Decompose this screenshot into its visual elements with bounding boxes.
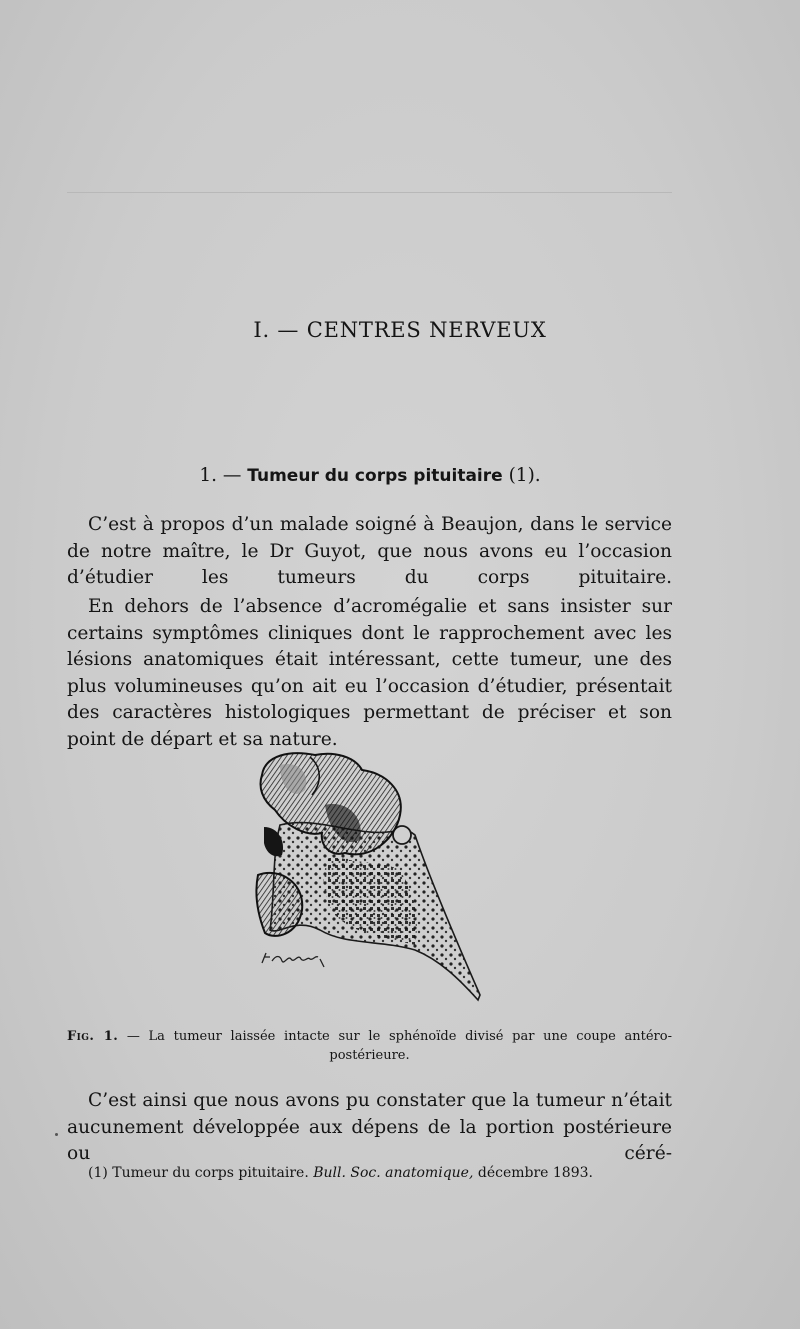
footnote	[88, 1165, 678, 1181]
figure-caption-text: — La tumeur laissée intacte sur le sphénoïde divisé par une coupe antéro-postérieure.	[118, 1029, 672, 1063]
footnote-marker: (1)	[88, 1165, 108, 1181]
paragraph-1: C’est à propos d’un malade soigné à Beaujon, dans le service de notre maître, le Dr Guyot, que nous avons eu l’occasion d’étudier les tumeurs du corps pituitaire.	[67, 514, 672, 588]
page-speck	[55, 1133, 58, 1136]
footnote-text: Tumeur du corps pituitaire.	[112, 1165, 309, 1181]
subsection-number: 1. —	[199, 465, 242, 486]
footnote-date: décembre 1893.	[477, 1165, 593, 1181]
subsection-title: Tumeur du corps pituitaire	[247, 466, 503, 486]
subsection-heading	[0, 465, 740, 486]
footnote-journal: Bull. Soc. anatomique,	[313, 1165, 474, 1181]
figure-label: Fig. 1.	[67, 1029, 119, 1044]
paragraph-2: En dehors de l’absence d’acromégalie et sans insister sur certains symptômes cliniques dont le rapprochement avec les lésions anatomiques était intéressant, cette tumeur, une des plus volumineuses qu’on ait eu l’occasion d’étudier, présentait des caractères histologiques permettant de préciser et son point de départ et sa nature.	[67, 596, 672, 750]
figure-tumor-illustration	[250, 745, 500, 1010]
figure-caption	[67, 1027, 672, 1065]
paragraph-3: C’est ainsi que nous avons pu constater que la tumeur n’était aucunement développée aux dépens de la portion postérieure ou céré-	[67, 1090, 672, 1164]
show-through-rule	[67, 192, 672, 193]
section-title: I. — CENTRES NERVEUX	[253, 318, 547, 342]
footnote-reference: (1).	[508, 465, 541, 486]
